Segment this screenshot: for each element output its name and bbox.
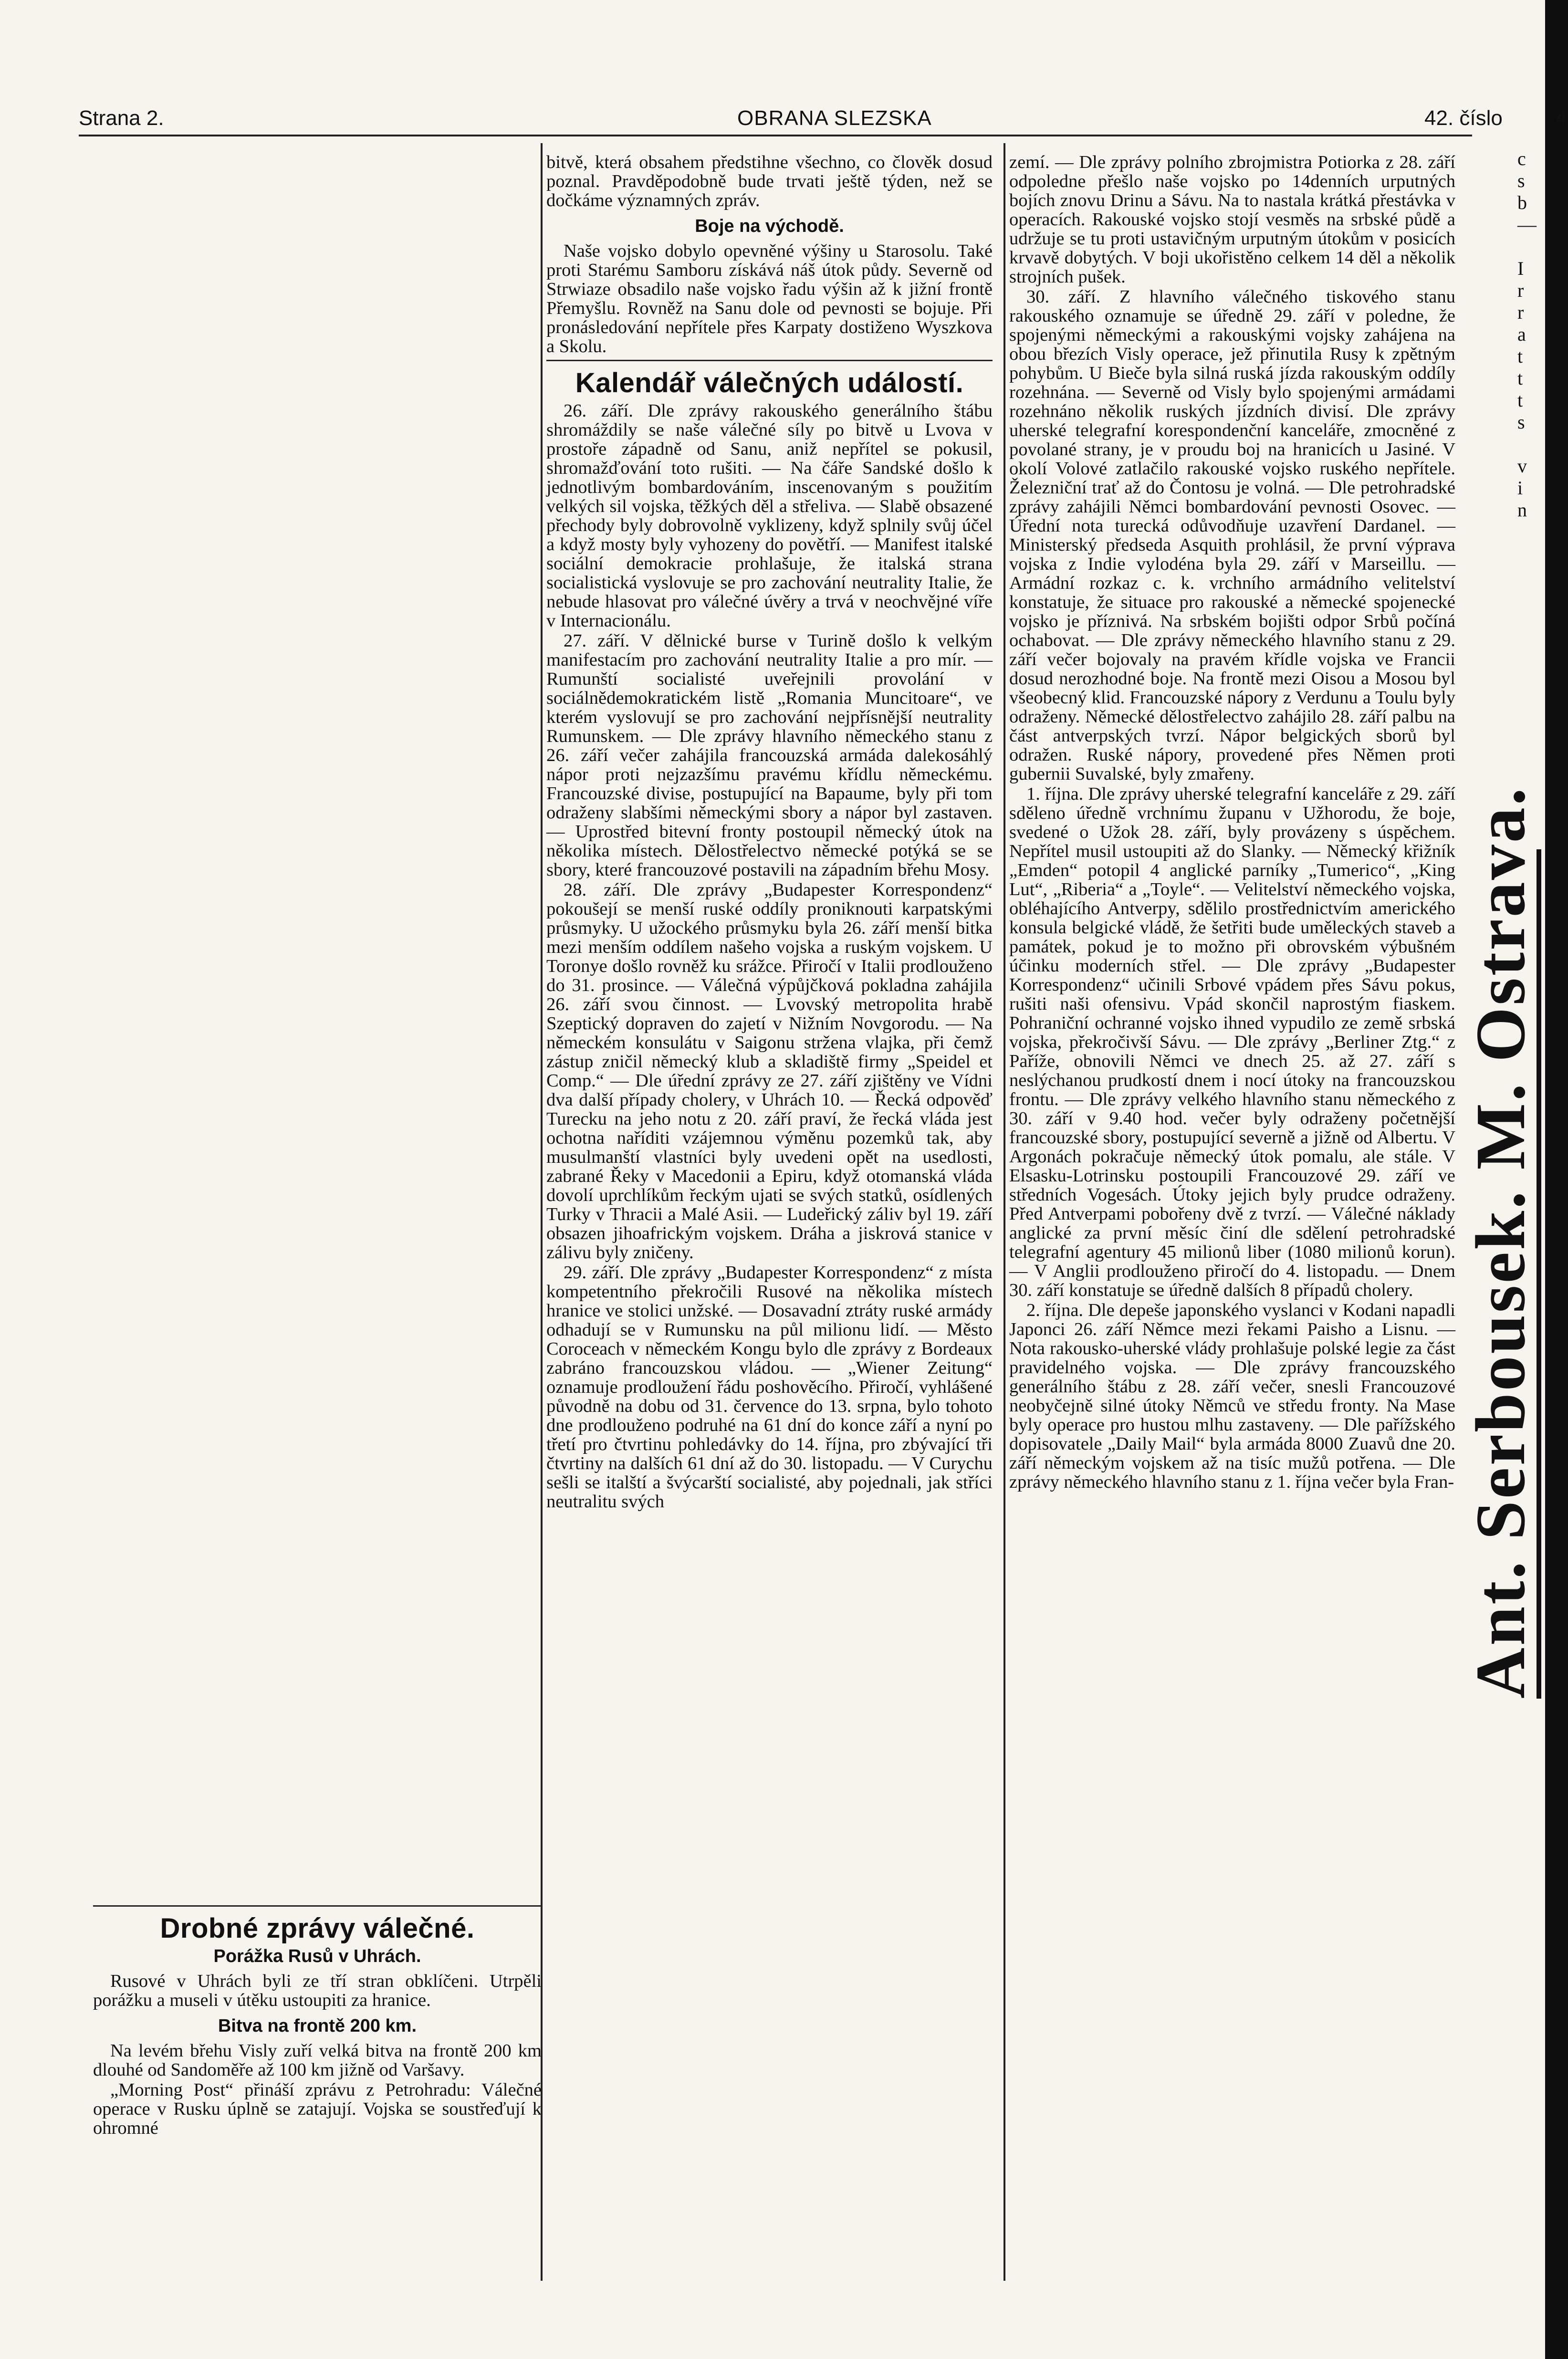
header-rule (79, 135, 1472, 136)
right-edge-fragments: c s b — I r r a t t t s v i n (1517, 148, 1537, 521)
subheading-boje-na-vychode: Boje na východě. (695, 216, 844, 236)
paragraph: 2. října. Dle depeše japonského vyslanci v Kodani napadli Japonci 26. září Němce mezi řekami Paisho a Lisnu. — Nota rakousko-uherské vlády prohlašuje polské legie za část pravidelného vojska. — Dle zprávy francouzského generálního štábu z 28. září večer, snesli Francouzové neobyčejně silné útoky Němců ve středu fronty. Na Mase byly operace pro hustou mlhu zastaveny. — Dle pařížského dopisovatele „Daily Mail“ byla armáda 8000 Zuavů dne 20. září německým vojskem až na tisíc mužů potřena. — Dle zprávy německého hlavního stanu z 1. října večer byla Fran- (1009, 1300, 1455, 1492)
issue-number: 42. číslo (1424, 106, 1503, 130)
vertical-advertisement: Ant. Serbousek. M. Ostrava. (1465, 849, 1541, 1699)
column-rule-2 (1004, 143, 1005, 2281)
paragraph: 28. září. Dle zprávy „Budapester Korrespondenz“ pokoušejí se menší ruské oddíly proniknouti karpatskými průsmyky. U užockého průsmyku byla 26. září menší bitka mezi menším oddílem našeho vojska a ruským vojskem. U Toronye došlo rovněž ku srážce. Přiročí v Italii prodlouženo do 31. prosince. — Válečná výpůjčková pokladna zahájila 26. září svou činnost. — Lvovský metropolita hrabě Szeptický dopraven do zajetí v Nižním Novgorodu. — Na německém konsulátu v Saigonu stržena vlajka, při čemž zástup zničil německý klub a skladiště firmy „Speidel et Comp.“ — Dle úřední zprávy ze 27. září zjištěny ve Vídni dva další případy cholery, v Uhrách 10. — Řecká odpověď Turecku na jeho notu z 20. září praví, že řecká vláda jest ochotna naříditi vzájemnou výměnu pozemků tak, aby musulmanští vlastníci byly uvedeni opět na usedlosti, zabrané Řeky v Macedonii a Epiru, když otomanská vláda dovolí uprchlíkům řeckým ujati se svých statků, osídlených Turky v Thracii a Malé Asii. — Ludeřický záliv byl 19. září obsazen jihoafrickým vojskem. Dráha a jiskrová stanice v zálivu byly zničeny. (546, 880, 993, 1263)
paragraph: Naše vojsko dobylo opevněné výšiny u Starosolu. Také proti Starému Samboru získává náš útok půdy. Severně od Strwiaze obsadilo naše vojsko řadu výšin až k jižní frontě Přemyšlu. Rovněž na Sanu dole od pevnosti se bojuje. Při pronásledování nepřítele přes Karpaty dostiženo Wyszkova a Skolu. (546, 241, 993, 356)
subheading-bitva-na-fronte: Bitva na frontě 200 km. (218, 2016, 417, 2036)
paragraph: Na levém břehu Visly zuří velká bitva na frontě 200 km dlouhé od Sandoměře až 100 km jižně od Varšavy. (93, 2041, 542, 2080)
paragraph: 26. září. Dle zprávy rakouského generálního štábu shromáždily se naše válečné síly po bitvě u Lvova v prostoře západně od Sanu, aniž nepřítel se pokusil, shromažďování toto rušiti. — Na čáře Sandské došlo k jednotlivým bombardováním, inscenovaným s použitím velkých sil vojska, těžkých děl a střeliva. — Slabě obsazené přechody byly dobrovolně vyklizeny, když splnily svůj účel a když mosty byly vyhozeny do povětří. — Manifest italské sociální demokracie prohlašuje, že italská strana socialistická vyslovuje se pro zachování neutrality Italie, že nebude hlasovat pro válečné úvěry a trvá v neochvějné víře v Internacionálu. (546, 401, 993, 631)
paragraph: „Morning Post“ přináší zprávu z Petrohradu: Válečné operace v Rusku úplně se zatajují. Vojska se soustřeďují k ohromné (93, 2080, 542, 2138)
page-label: Strana 2. (79, 106, 164, 130)
paragraph: Rusové v Uhrách byli ze tří stran obklíčeni. Utrpěli porážku a museli v útěku ustoupiti za hranice. (93, 1971, 542, 2010)
section-rule (546, 360, 993, 361)
paragraph: 29. září. Dle zprávy „Budapester Korrespondenz“ z místa kompetentního překročili Rusové na několika místech hranice ve stolici unžské. — Dosavadní ztráty ruské armády odhadují se v Rumunsku na půl milionu lidí. — Město Coroceach v německém Kongu bylo dle zprávy z Bordeaux zabráno francouzskou vládou. — „Wiener Zeitung“ oznamuje prodloužení řádu poshověcího. Přiročí, vyhlášené původně na dobu od 31. července do 13. srpna, bylo tohoto dne prodlouženo podruhé na 61 dní do konce září a nyní po třetí pro čtvrtinu pohledávky do 14. října, pro zbývající tři čtvrtiny na dalších 61 dní až do 30. listopadu. — V Curychu sešli se italští a švýcarští socialisté, aby pojednali, jak stříci neutralitu svých (546, 1263, 993, 1512)
paragraph: bitvě, která obsahem předstihne všechno, co člověk dosud poznal. Pravděpodobně bude trvati ještě týden, než se dočkáme významných zpráv. (546, 152, 993, 210)
section-title-drobne-zpravy: Drobné zprávy válečné. (160, 1913, 475, 1944)
paragraph: 30. září. Z hlavního válečného tiskového stanu rakouského oznamuje se úředně 29. září v poledne, že spojenými německými a rakouskými vojsky zahájena na obou březích Visly operace, jež přinutila Rusy k zpětným pohybům. U Bieče byla silná ruská jízda rakouským oddíly rozehnána. — Severně od Visly bylo spojenými armádami rozehnáno několik ruských jízdních divisí. Dle zprávy uherské telegrafní korespondenční kanceláře, zmocněné z povolané strany, je v proudu boj na hranicích u Jasiné. V okolí Volové zatlačilo rakouské vojsko ruského nepřítele. Železniční trať až do Čontosu je volná. — Dle petrohradské zprávy zahájili Němci bombardování pevnosti Osovec. — Úřední nota turecká odůvodňuje uzavření Dardanel. — Ministerský předseda Asquith prohlásil, že první výprava vojska z Indie vylodéna byla 29. září v Marseillu. — Armádní rozkaz c. k. vrchního armádního velitelství konstatuje, že situace pro rakouské a německé spojenecké vojsko je příznivá. Na srbském bojišti odpor Srbů počíná ochabovat. — Dle zprávy německého hlavního stanu z 29. září večer bojovaly na pravém křídle vojska ve Francii dosud nerozhodné boje. Na frontě mezi Oisou a Mosou byl všeobecný klid. Francouzské nápory z Verdunu a Toulu byly odraženy. Německé dělostřelectvo zahájilo 28. září palbu na část antverpských tvrzí. Nápor belgických sborů byl odražen. Ruské nápory, provedené přes Němen proti gubernii Suvalské, byly zmařeny. (1009, 287, 1455, 784)
paragraph: 27. září. V dělnické burse v Turině došlo k velkým manifestacím pro zachování neutrality Italie a pro mír. — Rumunští socialisté uveřejnili provolání v sociálnědemokratickém listě „Romania Muncitoare“, ve kterém vyslovují se pro zachování nejpřísnější neutrality Rumunskem. — Dle zprávy hlavního německého stanu z 26. září večer zahájila francouzská armáda dalekosáhlý nápor proti nejzazšímu pravému křídlu německému. Francouzské divise, postupující na Bapaume, byly při tom odraženy slabšími německými sbory a nápor byl zastaven. — Uprostřed bitevní fronty postoupil německý útok na několika místech. Dělostřelectvo německé potýká se se sbory, které francouzové postavili na západním břehu Mosy. (546, 631, 993, 880)
column-2 (546, 153, 993, 1512)
section-title-kalendar: Kalendář válečných událostí. (575, 367, 964, 398)
page-header (79, 104, 1568, 133)
page-edge (1545, 0, 1568, 2359)
column-3 (1009, 153, 1455, 1493)
subheading-porazka-rusu: Porážka Rusů v Uhrách. (213, 1946, 421, 1966)
paragraph: 1. října. Dle zprávy uherské telegrafní kanceláře z 29. září sděleno úředně vrchnímu županu v Užhorodu, že boje, svedené o Užok 28. září, byly provázeny s úspěchem. Nepřítel musil ustoupiti až do Slanky. — Německý křižník „Emden“ potopil 4 anglické parníky „Tumerico“, „King Lut“, „Riberia“ a „Toyle“. — Velitelství německého vojska, obléhajícího Antverpy, sdělilo prostřednictvím amerického konsula belgické vládě, že šetřiti bude uměleckých staveb a památek, pokud je to možno při obrovském výbušném účinku moderních střel. — Dle zprávy „Budapester Korrespondenz“ učinili Srbové vpádem přes Sávu pokus, rušiti naši ofensivu. Vpád skončil naprostým fiaskem. Pohraniční ochranné vojsko ihned vypudilo ze země srbská vojska, překročivší Sávu. — Dle zprávy „Berliner Ztg.“ z Paříže, obnovili Němci ve dnech 25. až 27. září s neslýchanou prudkostí dnem i nocí útoky na francouzskou frontu. — Dle zprávy velkého hlavního stanu německého z 30. září v 9.40 hod. večer byly odraženy početnější francouzské sbory, postupující severně a jižně od Albertu. V Argonách pokračuje německý útok pomalu, ale stále. V Elsasku-Lotrinsku postoupili Francouzové 29. září ve středních Vogesách. Útoky jejich byly prudce odraženy. Před Antverpami pobořeny dvě z tvrzí. — Válečné náklady anglické za první měsíc činí dle sdělení petrohradské telegrafní agentury 45 milionů liber (1080 milionů korun). — V Anglii prodlouženo přiročí do 4. listopadu. — Dnem 30. září konstatuje se úředně dalších 8 případů cholery. (1009, 784, 1455, 1300)
column-1 (93, 1901, 542, 2139)
edge-fragment: 4 (1556, 106, 1568, 130)
newspaper-title: OBRANA SLEZSKA (737, 106, 932, 130)
paragraph: zemí. — Dle zprávy polního zbrojmistra Potiorka z 28. září odpoledne přešlo naše vojsko po 14denních urputných bojích znovu Drinu a Sávu. Na to nastala krátká přestávka v operacích. Rakouské vojsko stojí vesměs na srbské půdě a udržuje se tu proti ustavičným urputným útokům v posicích krvavě dobytých. V boji ukořistěno celkem 14 děl a několik strojních pušek. (1009, 152, 1455, 287)
section-rule (93, 1905, 542, 1907)
